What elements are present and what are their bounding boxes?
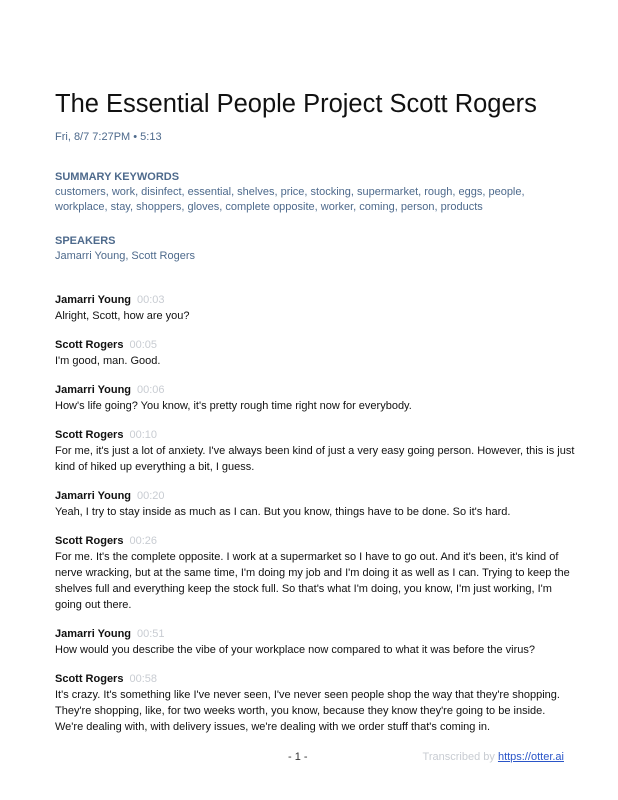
timestamp[interactable]: 00:51 [137, 628, 165, 640]
transcript-entry [55, 293, 575, 324]
transcript-entry [55, 534, 575, 613]
summary-keywords-section [55, 170, 575, 215]
speakers-section [55, 234, 575, 264]
timestamp[interactable]: 00:03 [137, 294, 165, 306]
timestamp[interactable]: 00:05 [129, 339, 157, 351]
speaker-name: Jamarri Young [55, 628, 132, 640]
utterance-text: I'm good, man. Good. [55, 355, 161, 367]
transcript-body [55, 293, 575, 735]
timestamp[interactable]: 00:10 [129, 429, 157, 441]
timestamp[interactable]: 00:20 [137, 490, 165, 502]
utterance-text: It's crazy. It's something like I've never seen, I've never seen people shop the way that they're shopping. They're shopping, like, for two weeks worth, you know, because they know they're going to be inside. We're dealing with, with delivery issues, we're dealing with we order stuff that's coming in. [55, 689, 560, 733]
transcript-page [55, 88, 575, 749]
utterance-text: For me. It's the complete opposite. I work at a supermarket so I have to go out. And it's been, it's kind of nerve wracking, but at the same time, I'm doing my job and I'm doing it as well as I can. Trying to keep the shelves full and everything keep the stock full. So that's what I'm doing, you know, I'm just working, I'm going out there. [55, 551, 570, 611]
utterance-text: Yeah, I try to stay inside as much as I can. But you know, things have to be done. So it's hard. [55, 506, 511, 518]
transcript-entry [55, 489, 575, 520]
transcript-entry [55, 383, 575, 414]
speakers-heading: SPEAKERS [55, 235, 116, 247]
speaker-name: Scott Rogers [55, 339, 124, 351]
speaker-name: Scott Rogers [55, 673, 124, 685]
document-meta: Fri, 8/7 7:27PM • 5:13 [55, 131, 162, 143]
speaker-name: Scott Rogers [55, 429, 124, 441]
timestamp[interactable]: 00:58 [129, 673, 157, 685]
document-title: The Essential People Project Scott Rogers [55, 90, 537, 118]
summary-keywords-heading: SUMMARY KEYWORDS [55, 171, 180, 183]
utterance-text: How's life going? You know, it's pretty rough time right now for everybody. [55, 400, 412, 412]
speaker-name: Scott Rogers [55, 535, 124, 547]
summary-keywords-list: customers, work, disinfect, essential, shelves, price, stocking, supermarket, rough, eggs, people, workplace, stay, shoppers, gloves, complete opposite, worker, coming, person, products [55, 186, 525, 213]
transcript-entry [55, 428, 575, 475]
utterance-text: How would you describe the vibe of your workplace now compared to what it was before the virus? [55, 644, 535, 656]
transcript-entry [55, 338, 575, 369]
utterance-text: For me, it's just a lot of anxiety. I've always been kind of just a very easy going person. However, this is just kind of hiked up everything a bit, I guess. [55, 445, 575, 473]
speaker-name: Jamarri Young [55, 490, 132, 502]
speaker-name: Jamarri Young [55, 384, 132, 396]
transcription-credit [423, 749, 564, 765]
timestamp[interactable]: 00:26 [129, 535, 157, 547]
speakers-list: Jamarri Young, Scott Rogers [55, 250, 196, 262]
utterance-text: Alright, Scott, how are you? [55, 310, 190, 322]
page-number: - 1 - [288, 751, 308, 763]
credit-prefix: Transcribed by [422, 751, 495, 763]
otter-link[interactable]: https://otter.ai [497, 751, 564, 763]
transcript-entry [55, 672, 575, 735]
page-footer [0, 749, 618, 765]
transcript-entry [55, 627, 575, 658]
speaker-name: Jamarri Young [55, 294, 132, 306]
timestamp[interactable]: 00:06 [137, 384, 165, 396]
